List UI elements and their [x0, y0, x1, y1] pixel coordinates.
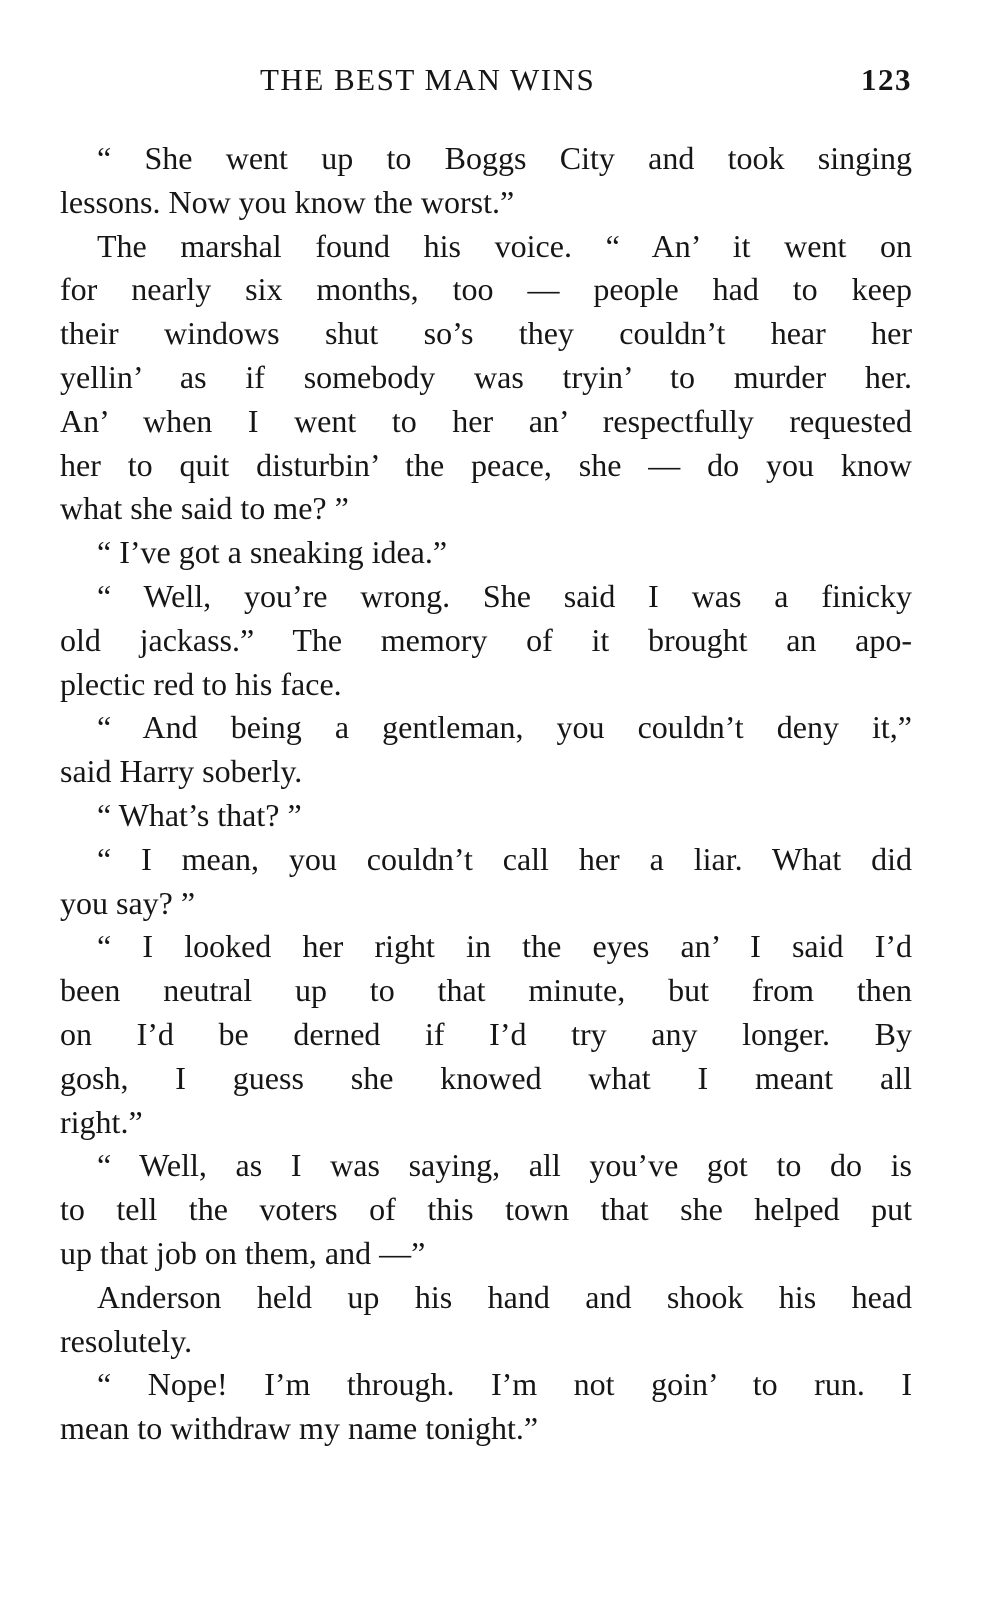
- text-line: resolutely.: [60, 1322, 193, 1359]
- text-line: you say? ”: [60, 884, 196, 921]
- text-line: right.”: [60, 1103, 143, 1140]
- text-line: The marshal found his voice. “ An’ it went on: [97, 227, 912, 264]
- text-line: her to quit disturbin’ the peace, she — do you know: [60, 446, 912, 483]
- text-line: plectic red to his face.: [60, 665, 342, 702]
- text-line: been neutral up to that minute, but from then: [60, 972, 912, 1009]
- text-line: what she said to me? ”: [60, 490, 349, 527]
- body-text: [60, 137, 912, 1451]
- running-title: THE BEST MAN WINS: [260, 62, 596, 97]
- text-line: mean to withdraw my name tonight.”: [60, 1410, 539, 1447]
- text-line: yellin’ as if somebody was tryin’ to murder her.: [60, 358, 912, 395]
- page-number: 123: [861, 62, 912, 97]
- text-line: to tell the voters of this town that she helped put: [60, 1191, 912, 1228]
- text-line: up that job on them, and —”: [60, 1234, 426, 1271]
- text-line: old jackass.” The memory of it brought an apo-: [60, 621, 912, 658]
- running-head: [60, 62, 912, 110]
- text-line: gosh, I guess she knowed what I meant all: [60, 1059, 912, 1096]
- text-line: “ Well, as I was saying, all you’ve got to do is: [97, 1147, 912, 1184]
- text-line: “ She went up to Boggs City and took singing: [97, 140, 912, 176]
- text-line: their windows shut so’s they couldn’t hear her: [60, 315, 912, 352]
- text-line: on I’d be derned if I’d try any longer. By: [60, 1015, 912, 1052]
- text-line: “ I’ve got a sneaking idea.”: [97, 534, 448, 571]
- text-line: “ Nope! I’m through. I’m not goin’ to run. I: [97, 1366, 912, 1403]
- text-line: for nearly six months, too — people had to keep: [60, 271, 912, 308]
- text-line: “ I looked her right in the eyes an’ I said I’d: [97, 928, 912, 965]
- text-line: lessons. Now you know the worst.”: [60, 183, 515, 220]
- text-line: An’ when I went to her an’ respectfully requested: [60, 402, 912, 439]
- text-line: “ I mean, you couldn’t call her a liar. What did: [97, 840, 912, 877]
- text-line: “ What’s that? ”: [97, 796, 302, 833]
- text-line: “ Well, you’re wrong. She said I was a finicky: [97, 577, 912, 614]
- text-line: said Harry soberly.: [60, 753, 303, 790]
- text-line: Anderson held up his hand and shook his head: [97, 1278, 912, 1315]
- text-line: “ And being a gentleman, you couldn’t deny it,”: [97, 709, 912, 746]
